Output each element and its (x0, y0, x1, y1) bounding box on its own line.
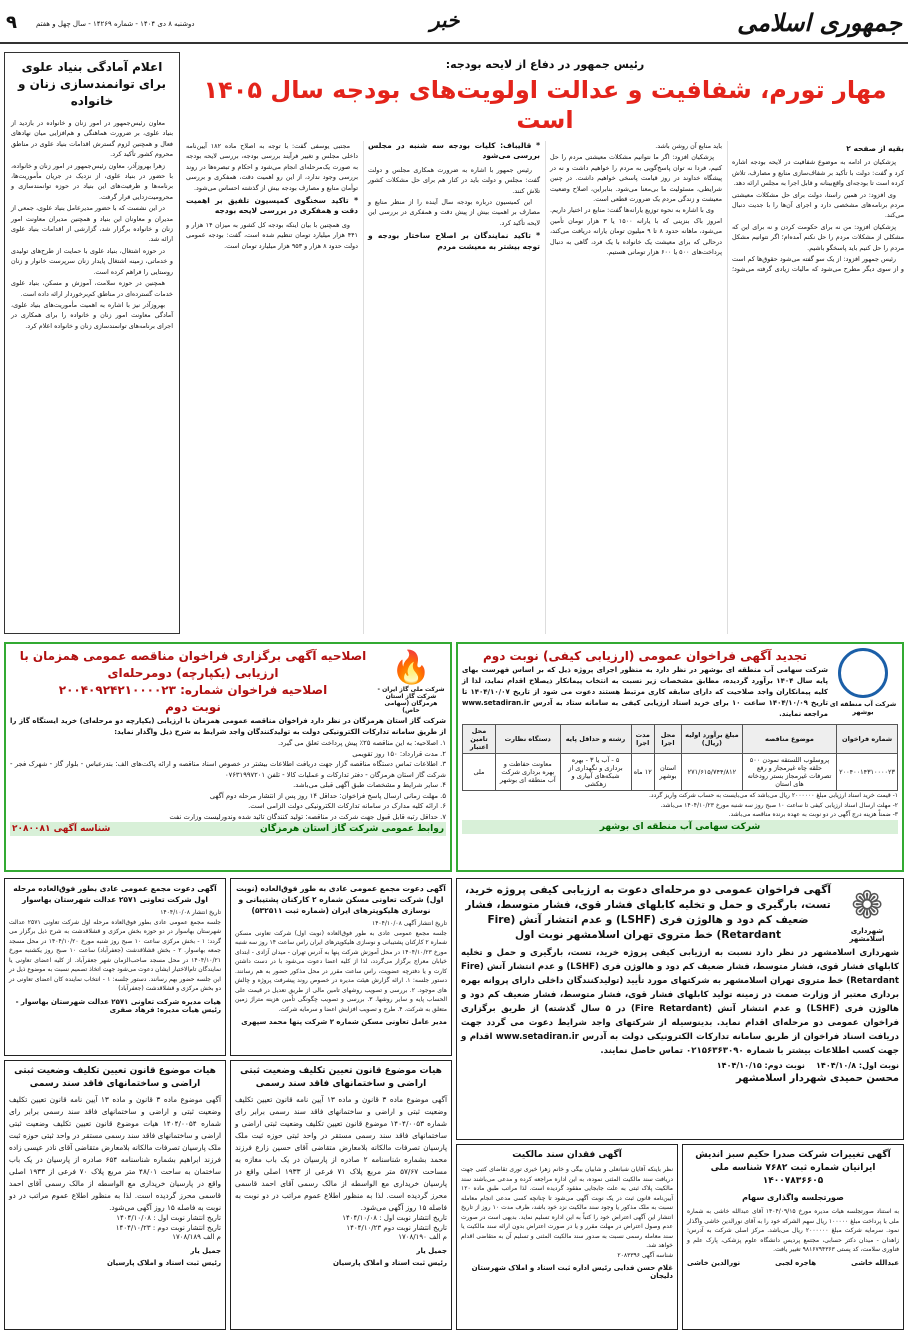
ad-parsian-registry-1 (230, 1060, 452, 1330)
subheading: * تاکید سخنگوی کمیسیون تلفیق بر اهمیت دقت و همفکری در بررسی لایحه بودجه (186, 196, 358, 216)
paragraph: وی همچنین با بیان اینکه بودجه کل کشور به میزان ۱۴ هزار و ۴۴۱ هزار میلیارد تومان تنظیم شده است، گفت: بودجه عمومی دولت حدود ۸ هزار و ۹۵۳ هزار میلیارد تومان است. (186, 220, 358, 250)
paragraph: رئیس جمهور با اشاره به ضرورت همکاری مجلس و دولت گفت: مجلس و دولت باید در کنار هم برای حل مشکلات کشور تلاش کنند. (368, 165, 540, 195)
ad-subtitle: صورتجلسه واگذاری سهام (742, 1193, 844, 1202)
company-name: شرکت آب منطقه ای بوشهر (829, 700, 897, 716)
paragraph: همچنین در حوزه سلامت، آموزش و مسکن، بنیاد علوی خدمات گسترده‌ای در مناطق کم‌برخوردار ارائه داده است. (11, 279, 173, 298)
ad-date: تاریخ انتشار ۱۴۰۴/۱۰/۰۸ (160, 909, 221, 916)
sidebar-title: اعلام آمادگی بنیاد علوی برای توانمندسازی زنان و خانواده (18, 60, 166, 108)
paragraph: مجتبی یوسفی گفت: با توجه به اصلاح ماده ۱۸۲ آیین‌نامه داخلی مجلس و تغییر فرآیند بررسی بودجه، بررسی لایحه بودجه به صورت یک‌مرحله‌ای انجام می‌شود و احکام و تبصره‌ها در روند بررسی وجود ندارد، از این رو اهمیت دقت، همفکری و بررسی توأمان منابع و مصارف بودجه بیش از گذشته احساس می‌شود. (186, 142, 358, 192)
paragraph: در حوزه اشتغال، بنیاد علوی با حمایت از طرح‌های تولیدی و خدماتی، زمینه اشتغال پایدار زنان سرپرست خانوار و زنان روستایی را فراهم کرده است. (11, 246, 173, 276)
ad-deed-loss (456, 1144, 678, 1330)
table-header: مدت اجرا (631, 725, 654, 754)
paragraph: وی با اشاره به نحوه توزیع یارانه‌ها گفت: منابع در اختیار داریم. امروز باک بنزینی که با یارانه ۱۵۰۰ یا ۳ هزار تومان تأمین می‌شود، ماهانه حدود ۸ تا ۹ میلیون تومان یارانه دریافت می‌کند، درحالی که برای معیشت یک خانواده با یک فرد، گاهی به دنبال پرداخت‌های ۵۰۰ یا ۶۰۰ هزار تومانی هستیم. (550, 206, 722, 257)
note: ۲- مهلت ارسال اسناد ارزیابی کیفی تا ساعت ۱۰ صبح روز سه شنبه مورخ ۱۴۰۴/۱۰/۲۳ می‌باشد. (660, 801, 898, 809)
table-header: شماره فراخوان (837, 725, 898, 754)
table-row (463, 754, 898, 791)
ad-coop-helicopter (230, 878, 452, 1056)
signer-role: رئیس ثبت اسناد و املاک پارسیان (106, 1258, 221, 1267)
ad-parsian-registry-2 (4, 1060, 226, 1330)
table-header: محل اجرا (654, 725, 681, 754)
subheading: * تاکید نمایندگان بر اصلاح ساختار بودجه و توجه بیشتر به معیشت مردم (368, 231, 540, 251)
ad-title: آگهی فراخوان عمومی دو مرحله‌ای دعوت به ارزیابی کیفی پروژه خرید، تست، بارگیری و حمل و تخلیه کابلهای فشار قوی، فشار متوسط، فشار ضعیف کم دود و هالوژن فری (LSHF) و عدم انتشار آتش (Fire Retardant) خط متروی تهران اسلامشهر نوبت اول (465, 884, 831, 941)
page-number: ۹ (6, 12, 17, 33)
note: ۱- قیمت خرید اسناد ارزیابی مبلغ ۲۰۰۰۰۰۰ ریال می‌باشد که می‌بایست به حساب شرکت واریز گردد. (648, 792, 898, 799)
signature: محسن حمیدی شهردار اسلامشهر (736, 1073, 899, 1084)
note: ۳- ضمناً هزینه درج آگهی در دو نوبت به عهده برنده مناقصه می‌باشد. (728, 811, 898, 818)
ad-footer: روابط عمومی شرکت گاز استان هرمزگان (259, 824, 444, 834)
round-2-date: نوبت دوم: ۱۴۰۴/۱۰/۱۵ (716, 1061, 805, 1070)
dateline: دوشنبه ۸ دی ۱۴۰۴ - شماره ۱۴۲۶۹ - سال چهل و هفتم (36, 20, 195, 28)
ad-title: هیات موضوع قانون تعیین تکلیف وضعیت ثبتی اراضی و ساختمانهای فاقد سند رسمی (14, 1066, 216, 1089)
signer: جمیل یار (190, 1246, 221, 1255)
ad-id: شناسه آگهی ۲۰۸۳۳۹۶ (617, 1251, 673, 1259)
ad-date: تاریخ انتشار آگهی ۱۴۰۴/۱۰/۰۸ (371, 920, 447, 927)
date-2: تاریخ انتشار نوبت دوم ۱۴۰۴/۱۰/۲۳ (346, 1223, 447, 1232)
paragraph: بهروزآذر نیز با اشاره به اهمیت مأموریت‌های بنیاد علوی، آمادگی معاونت امور زنان و خانواده را برای همکاری در اجرای برنامه‌های توانمندسازی زنان و خانواده اعلام کرد. (11, 300, 173, 330)
ad-body: جلسه مجمع عمومی عادی بطور فوق‌العاده مرحله اول شرکت تعاونی ۲۵۷۱ عدالت شهرستان بهاسوار در دو حوزه بخش مرکزی و قشلاقدشت به شرح ذیل برگزار می گردد: ۱ - بخش مرکزی ساعت ۱۰ صبح روز شنبه مورخ ۱۴۰۴/۱۰/۲۰ در محل مسجد جمعه بهاسوار. ۲ - بخش قشلاقدشت (جعفرآباد) ساعت ۱۰ صبح روز یکشنبه مورخ ۱۴۰۴/۱۰/۲۱ در محل مسجد صاحب‌الزمان شهر جعفرآباد. از کلیه اعضای تعاونی یا نمایندگان تام‌الاختیار ایشان دعوت می‌شود جهت اتخاذ تصمیم نسبت به موضوع ذیل در این جلسه حضور بهم رسانند. دستور جلسه: ۱ - انتخاب نماینده کان اعضای تعاونی در دو بخش مرکزی و قشلاقدشت (جعفرآباد) (9, 918, 221, 992)
ad-item: ۴. سایر شرایط و مشخصات طبق آگهی قبلی می‌باشد. (293, 781, 446, 789)
ad-title: آگهی دعوت مجمع عمومی عادی بطور فوق‌العاده مرحله اول شرکت تعاونی ۲۵۷۱ عدالت شهرستان بهاسوار (13, 884, 217, 904)
paragraph: در این نشست که با حضور مدیرعامل بنیاد علوی، جمعی از مدیران و معاونان این بنیاد و همچنین مدیران معاونت امور زنان و خانواده برگزار شد، گزارشی از اقدامات بنیاد علوی ارائه شد. (11, 204, 173, 244)
paragraph: پزشکیان افزود: اگر ما نتوانیم مشکلات معیشتی مردم را حل کنیم، فردا نه توان پاسخ‌گویی به مردم را خواهیم داشت و نه در پیشگاه خداوند در روز قیامت پاسخی خواهیم داشت. در چنین شرایطی، مسئولیت ما بی‌معنا می‌شود. بنابراین، اصلاح وضعیت معیشت و زندگی مردم یک ضرورت قطعی است. (550, 153, 722, 204)
masthead (0, 0, 908, 44)
article-body (186, 141, 904, 634)
table-header: محل تامین اعتبار (463, 725, 496, 754)
ad-gas-hormozgan (4, 642, 452, 872)
subheading: * قالیباف: کلیات بودجه سه شنبه در مجلس بررسی می‌شود (368, 141, 540, 161)
ad-item: ۵. مهلت زمانی ارسال پاسخ فراخوان: حداقل ۱۴ روز پس از انتشار مرحله دوم آگهی (209, 791, 446, 800)
ad-title: آگهی دعوت مجمع عمومی عادی به طور فوق‌العاده (نوبت اول) شرکت تعاونی مسکن شماره ۲ کارکنان پشتیبانی و نوسازی هلیکوپترهای ایران (شماره ثبت ۵۳۲۵۱۱) (236, 884, 446, 915)
main-article (186, 52, 904, 634)
ad-islamshahr-municipality (456, 878, 904, 1140)
ad-water-bushehr (456, 642, 904, 872)
tender-number: اصلاحیه فراخوان شماره: ۲۰۰۴۰۹۲۴۲۱۰۰۰۰۲۳ (58, 683, 328, 697)
paragraph: این کمیسیون درباره بودجه سال آینده را از منظر منابع و مصارف بر اهمیت بیش از پیش دقت و همفکری در بررسی این لایحه تأکید کرد. (368, 198, 540, 227)
table-cell: استان بوشهر (654, 754, 681, 791)
tender-table (462, 724, 898, 791)
paragraph: وی افزود: در همین راستا، دولت برای حل مشکلات معیشتی مردم برنامه‌های مشخصی دارد و اجرای آن‌ها را با جدیت دنبال می‌کند. (732, 190, 904, 220)
signer-role: رئیس ثبت اسناد و املاک پارسیان (332, 1258, 447, 1267)
signature: غلام حسن فدایی رئیس اداره ثبت اسناد و املاک شهرستان دلیجان (471, 1264, 673, 1280)
ad-title: آگهی تغییرات شرکت صدرا حکیم سبز اندیش ایرانیان شماره ثبت ۷۶۸۲ شناسه ملی ۱۴۰۰۷۸۳۶۶۰۵ (695, 1150, 891, 1186)
municipality-logo-icon: ❁ (851, 883, 883, 927)
ad-title: آگهی فقدان سند مالکیت (512, 1150, 622, 1160)
ad-title: اصلاحیه آگهی برگزاری فراخوان مناقصه عمومی همزمان با ارزیابی (یکپارچه) دومرحله‌ای (19, 649, 367, 680)
paragraph: زهرا بهروزآذر، معاون رئیس‌جمهور در امور زنان و خانواده، با حضور در بنیاد علوی، از نزدیک در جریان مأموریت‌ها، برنامه‌ها و ظرفیت‌های این بنیاد در حوزه توانمندسازی و محرومیت‌زدایی قرار گرفت. (11, 161, 173, 201)
ad-item: ۳. اطلاعات تماس دستگاه مناقصه گزار جهت دریافت اطلاعات بیشتر در خصوص اسناد مناقصه و ارائه پاکت‌های الف: بندرعباس - بلوار گاز - شهرک فجر - شرکت گاز استان هرمزگان - دفتر تدارکات و عملیات کالا - تلفن ۰۷۶۳۱۹۹۷۲۰۱ (10, 760, 446, 779)
ad-code: م الف ۱۷۰۸/۱۹۰ (398, 1233, 447, 1241)
ad-item: ۷. حداقل رتبه قابل قبول جهت شرکت در مناقصه: تولید کنندگان تائید شده وندورلیست وزارت نفت (169, 812, 446, 821)
signature: هاجره لجبی (775, 1258, 817, 1267)
ad-item: ۶. ارائه کلیه مدارک در سامانه تدارکات الکترونیکی دولت الزامی است. (248, 802, 446, 810)
table-header: موضوع مناقصه (742, 725, 836, 754)
ad-code: م الف ۱۷۰۸/۱۸۹ (172, 1233, 221, 1241)
table-cell: ۲۷۱/۶۱۵/۷۴۴/۸۱۲ (681, 754, 742, 791)
round-label: نوبت دوم (165, 700, 221, 714)
signature: مدیر عامل تعاونی مسکن شماره ۲ شرکت پنها محمد سپهری (241, 1018, 447, 1026)
signature: نورالدین خاشی (687, 1258, 741, 1267)
ad-id: شناسه آگهی ۲۰۸۰۰۸۱ (12, 824, 111, 834)
paragraph: معاون رئیس‌جمهور در امور زنان و خانواده در بازدید از بنیاد علوی، بر ضرورت هماهنگی و هم‌افزایی میان نهادهای فعال و همچنین لزوم گسترش اقدامات بنیاد علوی در مناطق محروم کشور تأکید کرد. (11, 119, 173, 159)
ad-body: شهرداری اسلامشهر در نظر دارد نسبت به ارزیابی کیفی پروژه خرید، تست، بارگیری و حمل و تخلیه کابلهای فشار قوی، فشار متوسط، فشار ضعیف کم دود و هالوژن فری (LSHF) و عدم انتشار آتش (Fire Retardant) خط متروی تهران اسلامشهر به شرکتهای مورد تأیید (تولیدکنندگان داخلی دارای پروانه بهره برداری معتبر از وزارت صمت در زمینه تولید کابلهای فشار قوی، فشار متوسط، فشار ضعیف کم دود و هالوژن فری (LSHF) و عدم انتشار آتش (Fire Retardant) در ۵ سال گذشته) از طریق برگزاری فراخوان عمومی دو مرحله‌ای اقدام نماید. بدینوسیله از شرکتهای واجد شرایط دعوت می گردد جهت دریافت اسناد فراخوان از طریق سامانه تدارکات الکترونیکی دولت به آدرس www.setadiran.ir اقدام و جهت کسب اطلاعات بیشتر با شماره ۰۲۱۵۶۳۶۳۰۹۰ تماس حاصل نمایند. (461, 948, 900, 1056)
table-header: دستگاه نظارت (496, 725, 561, 754)
sidebar-article (4, 52, 180, 634)
org-name: شهرداری اسلامشهر (849, 927, 885, 943)
ad-intro: شرکت سهامی آب منطقه ای بوشهر در نظر دارد به منظور اجرای پروژه ذیل که بر اساس فهرست بهای پایه سال ۱۴۰۴ برآورد گردیده، مطابق مشخصات زیر نسبت به انتخاب پیمانکار ذیصلاح اقدام نماید، لذا از کلیه پیمانکاران واجد صلاحیت که دارای سابقه کاری مرتبط هستند دعوت می شود از تاریخ ۱۴۰۴/۱۰/۰۷ تا تاریخ ۱۴۰۴/۱۰/۰۹ ساعت ۱۰ برای خرید اسناد ارزیابی کیفی به سامانه ستاد به آدرس www.setadiran.ir مراجعه نمایند. (462, 666, 829, 718)
continued-label: بقیه از صفحه ۲ (846, 144, 904, 153)
article-kicker: رئیس جمهور در دفاع از لایحه بودجه: (445, 58, 645, 71)
table-cell: پروسلوب اللستقه نمودن ۵۰۰ حلقه چاه غیرمجاز و رفع تصرفات غیرمجاز بستر رودخانه های استان (742, 754, 836, 791)
water-company-logo-icon (838, 648, 888, 698)
article-headline: مهار تورم، شفافیت و عدالت اولویت‌های بودجه سال ۱۴۰۵ است (203, 76, 887, 134)
ad-footer: شرکت سهامی آب منطقه ای بوشهر (462, 820, 898, 834)
paragraph: پزشکیان در ادامه به موضوع شفافیت در لایحه بودجه اشاره کرد و گفت: دولت با تأکید بر شفاف‌سازی منابع و مصارف، تلاش کرده است تا بودجه‌ای واقع‌بینانه و قابل اجرا به مجلس ارائه دهد. (732, 158, 904, 188)
ad-body: نظر باینکه آقایان شبانعلی و شابیان بیگی و خانم زهرا خیری توری تقاضای کتبی جهت دریافت سند مالکیت المثنی نموده، به این اداره مراجعه کرده و مدعی می‌باشند سند مالکیت پلاک ثبتی به علت جابجایی مفقود گردیده است. لذا مراتب طبق ماده ۱۲۰ آیین‌نامه قانون ثبت در یک نوبت آگهی می‌شود تا چنانچه کسی مدعی انجام معامله نسبت به ملک مذکور یا وجود سند مالکیت نزد خود باشد، ظرف مدت ۱۰ روز از تاریخ انتشار این آگهی اعتراض خود را کتباً به این اداره تسلیم نماید. بدیهی است در صورت عدم وصول اعتراض در مهلت مقرر و یا در صورت اعتراض بدون ارائه سند مالکیت یا سند معامله رسمی نسبت به صدور سند مالکیت المثنی و تسلیم آن به متقاضی اقدام خواهد شد. (461, 1166, 673, 1249)
newspaper-logo: جمهوری اسلامی (737, 8, 902, 37)
ad-sadra-company-changes (682, 1144, 904, 1330)
date-2: تاریخ انتشار نوبت دوم : ۱۴۰۴/۱۰/۲۳ (115, 1223, 221, 1232)
ad-coop-bahasvar (4, 878, 226, 1056)
signature: هیات مدیره شرکت تعاونی ۲۵۷۱ عدالت شهرستان بهاسوار - رئیس هیات مدیره: فرهاد صفری (15, 997, 221, 1014)
gas-flame-logo-icon: 🔥 (391, 648, 431, 686)
table-cell: ملی (463, 754, 496, 791)
table-cell: ۵ - آب یا ۳ - بهره برداری و نگهداری از شبکه‌های آبیاری و زهکشی (560, 754, 631, 791)
company-name: شرکت ملی گاز ایران - شرکت گاز استان هرمزگان (سهامی خاص) (377, 686, 445, 714)
date-1: تاریخ انتشار نوبت اول : ۱۴۰۴/۱۰/۰۸ (342, 1214, 447, 1222)
ad-title: تجدید آگهی فراخوان عمومی (ارزیابی کیفی) نوبت دوم (482, 649, 808, 663)
table-cell: ۲۰۰۴۰۰۱۴۳۱۰۰۰۰۲۳ (837, 754, 898, 791)
signature: عبدالله خاشی (851, 1258, 899, 1267)
signer: جمیل یار (416, 1246, 447, 1255)
round-1-date: نوبت اول: ۱۴۰۴/۱۰/۸ (816, 1061, 899, 1070)
section-name: خبر (430, 8, 460, 32)
table-header: مبلغ برآورد اولیه (ریال) (681, 725, 742, 754)
ad-intro: شرکت گاز استان هرمزگان در نظر دارد فراخوان مناقصه عمومی همزمان با ارزیابی (یکپارچه دو مرحله‌ای) خرید ایستگاه گاز را از طریق سامانه تدارکات الکترونیکی دولت به تولیدکنندگان واجد شرایط به شرح ذیل واگذار نماید: (10, 717, 446, 736)
table-header: رشته و حداقل پایه (560, 725, 631, 754)
ad-title: هیات موضوع قانون تعیین تکلیف وضعیت ثبتی اراضی و ساختمانهای فاقد سند رسمی (240, 1066, 442, 1089)
date-1: تاریخ انتشار نوبت اول : ۱۴۰۴/۱۰/۰۸ (116, 1214, 221, 1222)
ad-body: جلسه مجمع عمومی عادی به طور فوق‌العاده (نوبت اول) شرکت تعاونی مسکن شماره ۲ کارکنان پشتیبانی و نوسازی هلیکوپترهای ایران راس ساعت ۱۴ روز سه شنبه مورخ ۱۴۰۴/۱۰/۲۳ در محل آموزش شرکت پنها به آدرس تهران - میدان آزادی - ابتدای خیابان معراج برگزار می‌گردد، لذا از کلیه اعضا دعوت می‌شود با در دست داشتن کارت و یا دفترچه عضویت، راس ساعت مقرر در محل مذکور حضور به هم رسانند. دستور جلسه: ۱. ارائه گزارش هیئت مدیره در خصوص روند پیشرفت پروژه و چالش های موجود. ۲. بررسی و تصویب روشهای تامین مالی از طریق تعدیل در قیمت علی الحساب پایه و سایر روشها. ۳. بررسی و تصویب چگونگی تأمین هزینه متراژ زمین متعلق به شرکت. ۴. طرح و تصویب افزایش اعضا و سرمایه شرکت. (234, 929, 447, 1013)
ad-body: آگهی موضوع ماده ۳ قانون و ماده ۱۳ آیین نامه قانون تعیین تکلیف وضعیت ثبتی و اراضی و ساختمانهای فاقد سند رسمی برابر رای شماره ۱۴۰۴/۰۰۵۴ هیات موضوع قانون تعیین تکلیف وضعیت ثبتی اراضی و ساختمانهای فاقد سند رسمی مستقر در واحد ثبتی حوزه ثبت ملک پارسیان تصرفات مالکانه بلامعارض متقاضی آقای نادر عیسی زاده فرزند ابراهیم بشماره شناسنامه ۶۵۴ صادره از پارسیان در یک باب ساختمان به ساحت ۴۸/۰۱ متر مربع پلاک ۷۰ فرعی از ۱۹۳۳ اصلی واقع در پارسیان خریداری مع الواسطه از مالک رسمی آقای احمد قاسمی محرز گردیده است. لذا به منظور اطلاع عموم مراتب در دو نوبت به فاصله ۱۵ روز آگهی می‌شود. (9, 1095, 222, 1212)
paragraph: رئیس جمهور افزود: از یک سو گفته می‌شود حقوق‌ها کم است و از سوی دیگر مطرح می‌شود که مالیات زیادی گرفته می‌شود؛ باید منابع آن روشن باشد. (655, 142, 904, 274)
ad-body: به استناد صورتجلسه هیات مدیره مورخ ۱۴۰۴/۰۹/۱۵ آقای عبدالله خاشی به شماره ملی با پرداخت مبلغ ۱۰۰۰۰۰ ریال سهم الشرکه خود را به آقای نورالدین خاشی واگذار نمود. سرمایه شرکت مبلغ ۲۰۰۰۰۰۰ ریال می‌باشد. مرکز اصلی شرکت به آدرس: زاهدان - میدان دکتر حسابی، مجتمع پردیس دانشگاه علوم پزشکی، پارک علم و فناوری سلامت، کد پستی ۹۸۱۶۷۹۴۳۶۳ تغییر یافت. (687, 1208, 900, 1253)
table-cell: ۱۲ ماه (631, 754, 654, 791)
paragraph: پزشکیان افزود: من نه برای حکومت کردن و نه برای این که مشکلی از مشکلات مردم را حل نکنم آمده‌ام؛ اگر نتوانیم مشکل مردم را حل کنیم باید پاسخگو باشیم. (732, 222, 904, 252)
ad-body: آگهی موضوع ماده ۳ قانون و ماده ۱۳ آیین نامه قانون تعیین تکلیف وضعیت ثبتی و اراضی و ساختمانهای فاقد سند رسمی برابر رای شماره ۱۴۰۴/۰۰۵۳ موضوع قانون تعیین تکلیف وضعیت ثبتی اراضی و ساختمانهای فاقد سند رسمی مستقر در واحد ثبتی حوزه ثبت ملک پارسیان تصرفات مالکانه بلامعارض متقاضی آقای حسین زارع فرزند محمد بشماره شناسنامه ۲ صادره از پارسیان در یک باب مغازه به مساحت ۵۷/۶۷ متر مربع پلاک ۷۱ فرعی از ۱۹۳۳ اصلی واقع در پارسیان خریداری مع الواسطه از مالک رسمی آقای احمد قاسمی محرز گردیده است. لذا به منظور اطلاع عموم مراتب در دو نوبت به فاصله ۱۵ روز آگهی می‌شود. (235, 1095, 447, 1212)
ad-item: ۲. مدت قرارداد: ۱۵۰ روز تقویمی (352, 749, 446, 758)
ad-item: ۱. اصلاحیه: به این مناقصه ۲۵٪ پیش پرداخت تعلق می گیرد. (278, 739, 446, 747)
table-cell: معاونت حفاظت و بهره برداری شرکت آب منطقه ای بوشهر (496, 754, 561, 791)
